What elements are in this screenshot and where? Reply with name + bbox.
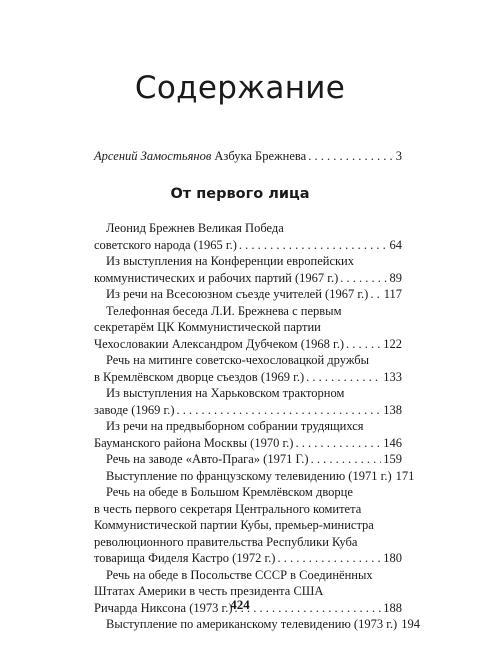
toc-entry-page-number: 146 (383, 435, 402, 450)
toc-entry-line: Речь на обеде в Большом Кремлёвском дворце (106, 485, 353, 499)
toc-entry[interactable] (94, 418, 402, 451)
toc-entry-text: Выступление по американскому телевидению (1973 г.) (106, 617, 398, 631)
dot-leader (340, 270, 387, 287)
toc-entry-page-number: 133 (383, 369, 402, 384)
page-title: Содержание (134, 70, 346, 106)
section-heading: От первого лица (170, 186, 310, 202)
toc-entry-text: заводе (1969 г.) (94, 402, 175, 417)
toc-entry-last-line (94, 369, 402, 386)
toc-intro-entry[interactable] (94, 148, 402, 164)
toc-entry-line: Леонид Брежнев Великая Победа (106, 221, 284, 235)
toc-entry-last-line (94, 616, 420, 633)
dot-leader (239, 237, 388, 254)
toc-entry-line: Телефонная беседа Л.И. Брежнева с первым (106, 303, 342, 318)
toc-entry-line: Из речи на предвыборном собрании трудящихся (106, 419, 364, 433)
toc-entry[interactable] (94, 352, 402, 385)
toc-entry-last-line (94, 270, 402, 287)
toc-entry-page-number: 171 (395, 468, 415, 483)
toc-entry-last-line (94, 237, 402, 254)
toc-entry-last-line (94, 550, 402, 567)
toc-entry[interactable] (94, 451, 402, 468)
toc-entry-page-number: 89 (389, 270, 402, 285)
toc-entry[interactable] (94, 286, 402, 303)
toc-entry-page-number: 117 (383, 287, 402, 301)
toc-entry-page-number: 159 (383, 452, 402, 466)
toc-entry-line: в честь первого секретаря Центрального комитета (94, 501, 362, 516)
toc-entry-text: Бауманского района Москвы (1970 г.) (94, 435, 294, 450)
toc-entry-text: в Кремлёвском дворце съездов (1969 г.) (94, 369, 305, 384)
dot-leader (306, 369, 381, 386)
toc-entry-text: Ричарда Никсона (1973 г.) (94, 600, 233, 615)
toc-entry-line: секретарём ЦК Коммунистической партии (94, 320, 321, 334)
toc-entry-last-line (94, 402, 402, 419)
toc-entry[interactable] (94, 253, 402, 286)
dot-leader (177, 402, 382, 419)
page-number: 424 (230, 597, 250, 612)
toc-entry-page-number: 122 (383, 336, 402, 351)
toc-entry-text: коммунистических и рабочих партий (1967 г.) (94, 270, 339, 285)
toc-entry[interactable] (94, 220, 402, 253)
toc-entry-last-line (94, 451, 402, 468)
toc-entry-page-number: 64 (389, 237, 402, 252)
dot-leader (308, 148, 394, 164)
toc-entry-text: советского народа (1965 г.) (94, 237, 237, 252)
toc-entry-line: Из выступления на Конференции европейских (106, 254, 354, 268)
intro-title: Азбука Брежнева (214, 149, 307, 163)
toc-entry-line: Из выступления на Харьковском тракторном (106, 386, 345, 400)
toc-entry-last-line (94, 336, 402, 353)
toc-entry-line: Речь на митинге советско-чехословацкой дружбы (106, 353, 370, 367)
toc-entry-line: Речь на обеде в Посольстве СССР в Соединённых (106, 567, 373, 582)
toc-entry-last-line (94, 435, 402, 452)
dot-leader (370, 286, 381, 303)
toc-entry-page-number: 180 (383, 551, 402, 565)
dot-leader (311, 451, 382, 468)
toc-entry-text: Из речи на Всесоюзном съезде учителей (1967 г.) (106, 287, 369, 301)
dot-leader (277, 550, 381, 567)
toc-entry-line: Коммунистической партии Кубы, премьер-министра (94, 518, 374, 532)
toc-entry[interactable] (94, 616, 420, 633)
toc-entry-last-line (94, 468, 415, 485)
toc-entry-text: Выступление по французскому телевидению (1971 г.) (106, 468, 392, 483)
toc-entry[interactable] (94, 385, 402, 418)
toc-entry[interactable] (94, 468, 415, 485)
toc-entry-last-line (94, 286, 402, 303)
toc-entry-page-number: 188 (383, 600, 402, 615)
toc-entry[interactable] (94, 484, 402, 567)
intro-page-number: 3 (395, 149, 402, 163)
dot-leader (346, 336, 381, 353)
toc-entry-line: Штатах Америки в честь президента США (94, 584, 324, 598)
toc-entry-text: Чехословакии Александром Дубчеком (1968 г.) (94, 336, 345, 351)
toc-entry[interactable] (94, 303, 402, 353)
toc-list (94, 220, 420, 633)
toc-entry-text: товарища Фиделя Кастро (1972 г.) (94, 551, 276, 565)
toc-entry-text: Речь на заводе «Авто-Прага» (1971 Г.) (106, 452, 309, 466)
toc-entry-line: революционного правительства Республики Куба (94, 534, 358, 549)
toc-entry-page-number: 138 (383, 402, 402, 417)
dot-leader (295, 435, 381, 452)
toc-entry-page-number: 194 (401, 617, 420, 631)
intro-author: Арсений Замостьянов (94, 149, 212, 163)
